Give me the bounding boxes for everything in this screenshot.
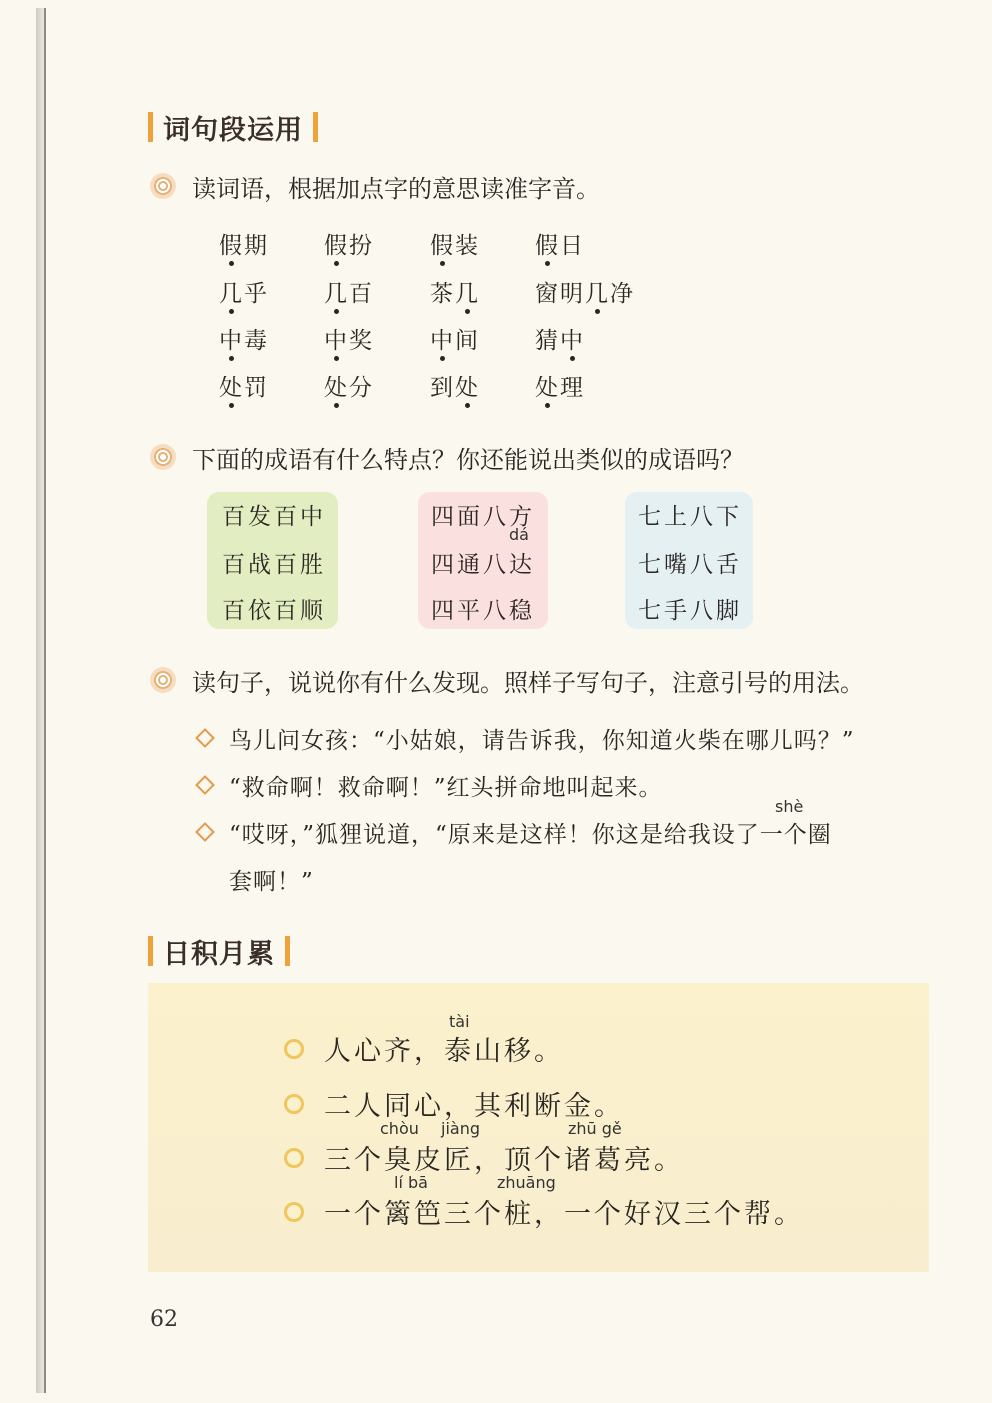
heading-bar-left [148,112,153,142]
exercise-bullet-icon [150,667,176,693]
circle-bullet-icon [284,1094,304,1114]
idiom-item: 四平八稳 [431,598,535,624]
section-heading-words-sentences [148,107,318,147]
heading-bar-left [148,936,153,966]
section-heading-daily-accumulation [148,931,290,971]
example-sentence: “哎呀，”狐狸说道，“原来是这样！你这是给我设了一个圈 [229,822,832,848]
saying-line: 二人同心，其利断金。 [324,1091,624,1122]
pinyin-annotation: jiàng [441,1119,480,1138]
idiom-item: 百战百胜 [222,552,326,578]
exercise-3-instruction: 读句子，说说你有什么发现。照样子写句子，注意引号的用法。 [192,669,864,697]
exercise-1-instruction: 读词语，根据加点字的意思读准字音。 [192,175,600,203]
pinyin-annotation: zhū gě [568,1119,622,1138]
saying-line: 一个篱笆三个桩，一个好汉三个帮。 [324,1199,804,1230]
saying-line: 三个臭皮匠，顶个诸葛亮。 [324,1145,684,1176]
idiom-item: 四面八方 [431,504,535,530]
word-item: 中奖 [324,328,374,354]
exercise-2-instruction: 下面的成语有什么特点？你还能说出类似的成语吗？ [192,446,744,474]
word-item: 中间 [430,328,480,354]
circle-bullet-icon [284,1202,304,1222]
pinyin-annotation: tài [449,1012,470,1031]
word-item: 茶几 [430,281,480,307]
word-item: 窗明几净 [535,281,635,307]
word-item: 处罚 [219,375,269,401]
pinyin-annotation: chòu [380,1119,419,1138]
section-title: 日积月累 [163,938,275,970]
heading-bar-right [313,112,318,142]
word-item: 处理 [535,375,585,401]
word-item: 假装 [430,233,480,259]
diamond-bullet-icon [195,822,215,842]
circle-bullet-icon [284,1148,304,1168]
idiom-item: 百发百中 [222,504,326,530]
heading-bar-right [285,936,290,966]
section-title: 词句段运用 [163,114,303,146]
word-item: 处分 [324,375,374,401]
pinyin-annotation: zhuāng [497,1173,556,1192]
diamond-bullet-icon [195,775,215,795]
pinyin-annotation: lí bā [394,1173,428,1192]
word-item: 假期 [219,233,269,259]
pinyin-annotation: shè [775,797,804,816]
word-item: 几百 [324,281,374,307]
example-sentence: “救命啊！救命啊！”红头拼命地叫起来。 [229,775,663,801]
diamond-bullet-icon [195,728,215,748]
spine-edge [44,8,46,1393]
word-item: 假日 [535,233,585,259]
example-sentence: 鸟儿问女孩：“小姑娘，请告诉我，你知道火柴在哪儿吗？” [229,728,855,754]
example-sentence-continued: 套啊！” [229,869,314,895]
idiom-item: 四通八达 [431,552,535,578]
exercise-bullet-icon [150,173,176,199]
pinyin-annotation: dá [509,525,529,544]
circle-bullet-icon [284,1039,304,1059]
exercise-bullet-icon [150,444,176,470]
word-item: 到处 [430,375,480,401]
page-number: 62 [150,1307,178,1332]
word-item: 几乎 [219,281,269,307]
idiom-item: 百依百顺 [222,598,326,624]
idiom-item: 七嘴八舌 [638,552,742,578]
idiom-item: 七手八脚 [638,598,742,624]
word-item: 猜中 [535,328,585,354]
idiom-item: 七上八下 [638,504,742,530]
saying-line: 人心齐，泰山移。 [324,1036,564,1067]
word-item: 中毒 [219,328,269,354]
word-item: 假扮 [324,233,374,259]
